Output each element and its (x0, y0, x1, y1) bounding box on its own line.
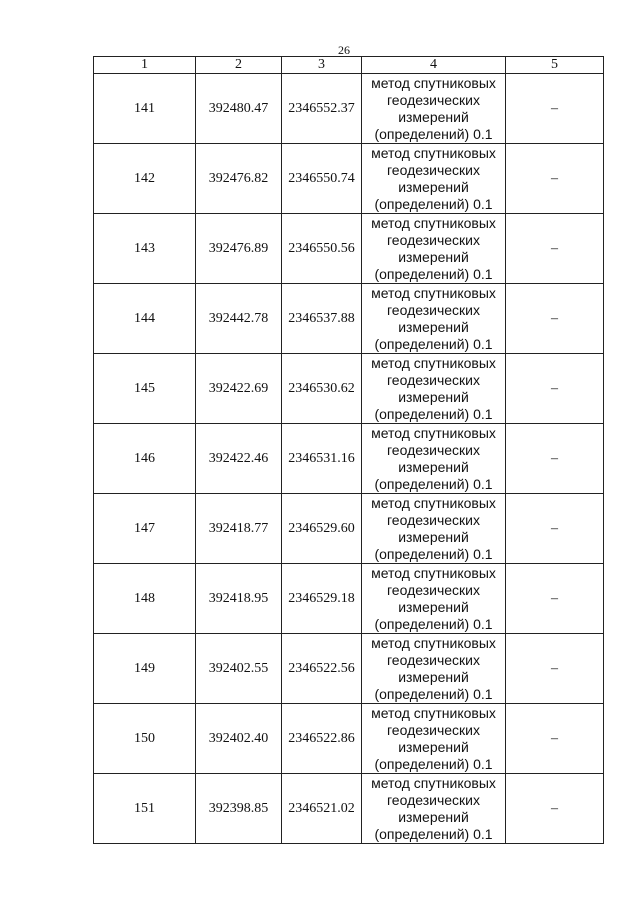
table-row (94, 424, 604, 494)
y-coordinate-cell: 2346522.86 (282, 704, 362, 774)
x-coordinate-cell: 392476.89 (196, 214, 282, 284)
y-coordinate-cell: 2346522.56 (282, 634, 362, 704)
method-cell: метод спутниковых геодезических измерений (определений) 0.1 (362, 74, 506, 144)
y-coordinate-cell: 2346537.88 (282, 284, 362, 354)
method-cell: метод спутниковых геодезических измерений (определений) 0.1 (362, 214, 506, 284)
y-coordinate-cell: 2346550.56 (282, 214, 362, 284)
table-row (94, 774, 604, 844)
method-cell: метод спутниковых геодезических измерений (определений) 0.1 (362, 424, 506, 494)
point-number-cell: 143 (94, 214, 196, 284)
x-coordinate-cell: 392418.77 (196, 494, 282, 564)
note-cell: – (506, 74, 604, 144)
point-number-cell: 142 (94, 144, 196, 214)
x-coordinate-cell: 392422.69 (196, 354, 282, 424)
note-cell: – (506, 214, 604, 284)
x-coordinate-cell: 392402.55 (196, 634, 282, 704)
note-cell: – (506, 144, 604, 214)
method-cell: метод спутниковых геодезических измерений (определений) 0.1 (362, 144, 506, 214)
table-row (94, 284, 604, 354)
note-cell: – (506, 634, 604, 704)
note-cell: – (506, 704, 604, 774)
point-number-cell: 151 (94, 774, 196, 844)
method-cell: метод спутниковых геодезических измерений (определений) 0.1 (362, 354, 506, 424)
x-coordinate-cell: 392422.46 (196, 424, 282, 494)
y-coordinate-cell: 2346529.60 (282, 494, 362, 564)
point-number-cell: 146 (94, 424, 196, 494)
table-row (94, 144, 604, 214)
column-header: 5 (506, 57, 604, 74)
note-cell: – (506, 424, 604, 494)
x-coordinate-cell: 392442.78 (196, 284, 282, 354)
note-cell: – (506, 774, 604, 844)
column-header: 4 (362, 57, 506, 74)
point-number-cell: 150 (94, 704, 196, 774)
point-number-cell: 145 (94, 354, 196, 424)
table-row (94, 214, 604, 284)
table-row (94, 564, 604, 634)
x-coordinate-cell: 392476.82 (196, 144, 282, 214)
x-coordinate-cell: 392480.47 (196, 74, 282, 144)
point-number-cell: 148 (94, 564, 196, 634)
method-cell: метод спутниковых геодезических измерений (определений) 0.1 (362, 774, 506, 844)
column-header: 3 (282, 57, 362, 74)
x-coordinate-cell: 392402.40 (196, 704, 282, 774)
y-coordinate-cell: 2346529.18 (282, 564, 362, 634)
y-coordinate-cell: 2346552.37 (282, 74, 362, 144)
note-cell: – (506, 354, 604, 424)
column-header: 2 (196, 57, 282, 74)
table-row (94, 494, 604, 564)
method-cell: метод спутниковых геодезических измерений (определений) 0.1 (362, 704, 506, 774)
method-cell: метод спутниковых геодезических измерений (определений) 0.1 (362, 494, 506, 564)
y-coordinate-cell: 2346530.62 (282, 354, 362, 424)
table-header-row (94, 57, 604, 74)
method-cell: метод спутниковых геодезических измерений (определений) 0.1 (362, 284, 506, 354)
table-row (94, 704, 604, 774)
x-coordinate-cell: 392398.85 (196, 774, 282, 844)
x-coordinate-cell: 392418.95 (196, 564, 282, 634)
table-row (94, 634, 604, 704)
method-cell: метод спутниковых геодезических измерений (определений) 0.1 (362, 564, 506, 634)
point-number-cell: 144 (94, 284, 196, 354)
table-row (94, 354, 604, 424)
note-cell: – (506, 284, 604, 354)
page-number: 26 (338, 43, 350, 57)
y-coordinate-cell: 2346550.74 (282, 144, 362, 214)
method-cell: метод спутниковых геодезических измерений (определений) 0.1 (362, 634, 506, 704)
column-header: 1 (94, 57, 196, 74)
y-coordinate-cell: 2346531.16 (282, 424, 362, 494)
coordinates-table (93, 56, 604, 844)
note-cell: – (506, 564, 604, 634)
table-body (94, 74, 604, 844)
note-cell: – (506, 494, 604, 564)
point-number-cell: 141 (94, 74, 196, 144)
point-number-cell: 147 (94, 494, 196, 564)
table-row (94, 74, 604, 144)
y-coordinate-cell: 2346521.02 (282, 774, 362, 844)
point-number-cell: 149 (94, 634, 196, 704)
